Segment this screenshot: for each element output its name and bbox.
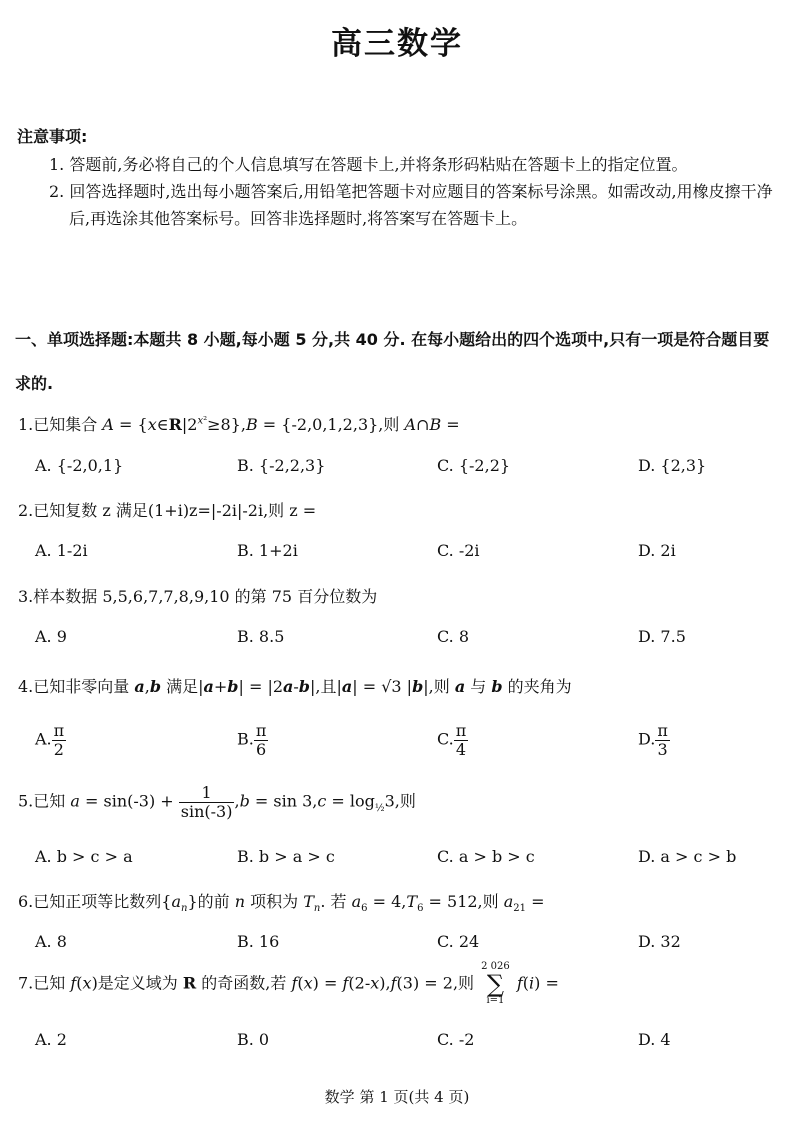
- q5-option-c: C. a > b > c: [437, 847, 535, 866]
- q6-option-a: A. 8: [35, 932, 67, 951]
- question-2-number: 2.: [18, 501, 34, 520]
- q4-option-c-letter: C.: [437, 729, 454, 749]
- question-7-number: 7.: [18, 973, 34, 993]
- q5-option-a: A. b > c > a: [35, 847, 133, 866]
- question-1-number: 1.: [18, 415, 34, 434]
- q6-option-d: D. 32: [638, 932, 681, 951]
- q4-option-b-den: 6: [256, 739, 267, 759]
- q7-option-d: D. 4: [638, 1030, 671, 1049]
- q3-option-a: A. 9: [35, 627, 67, 646]
- sum-lower-limit: i=1: [486, 995, 505, 1006]
- q5-option-b: B. b > a > c: [237, 847, 335, 866]
- question-3-number: 3.: [18, 587, 34, 606]
- page-footer: 数学 第 1 页(共 4 页): [324, 1088, 470, 1106]
- question-6: 6.已知正项等比数列$\{a_n\}$的前 n 项积为 $T_n$. 若 $a_6 = 4,T_6 = 512$,则 $a_{21}$ =: [18, 892, 545, 915]
- q4-option-a-den: 2: [53, 739, 64, 759]
- question-4: 4.已知非零向量 a,b 满足|a+b| = |2a-b|,且|a| = √3 |b|,则 a 与 b 的夹角为: [18, 677, 572, 696]
- q4-option-a-num: π: [53, 721, 65, 740]
- q4-option-d-den: 3: [657, 739, 668, 759]
- question-3-stem: 样本数据 5,5,6,7,7,8,9,10 的第 75 百分位数为: [33, 587, 378, 606]
- q5-option-d: D. a > c > b: [638, 847, 737, 866]
- q3-option-c: C. 8: [437, 627, 470, 646]
- question-5: 5.已知 a = sin(-3) + $\frac{1}{\sin(-3)}$ $,b = \sin 3,c = \log_{\frac{1}{2}}3$,则: [18, 783, 416, 821]
- q4-option-d-num: π: [657, 721, 668, 740]
- q1-option-d: D. {2,3}: [638, 456, 707, 475]
- notes-list: [49, 151, 777, 232]
- q4-option-b-letter: B.: [237, 729, 254, 749]
- q4-option-a: [35, 722, 66, 758]
- question-5-number: 5.: [18, 791, 34, 811]
- q7-option-c: C. -2: [437, 1030, 475, 1049]
- q6-option-b: B. 16: [237, 932, 280, 951]
- q1-option-b: B. {-2,2,3}: [237, 456, 326, 475]
- q6-option-c: C. 24: [437, 932, 480, 951]
- question-2-stem: 已知复数 z 满足(1+i)z=|-2i|-2i,则 z =: [33, 501, 317, 520]
- q3-option-d: D. 7.5: [638, 627, 686, 646]
- note-item-1: 1. 答题前,务必将自己的个人信息填写在答题卡上,并将条形码粘贴在答题卡上的指定位置。: [49, 155, 688, 174]
- question-3: [18, 584, 377, 607]
- q4-option-b-num: π: [255, 721, 267, 740]
- page-title: 高三数学: [331, 26, 463, 62]
- notes-heading: 注意事项:: [17, 127, 88, 146]
- q2-option-a: A. 1-2i: [35, 541, 88, 560]
- q1-option-c: C. {-2,2}: [437, 456, 511, 475]
- q4-option-c: [437, 722, 468, 758]
- section-1-title: 一、单项选择题:本题共 8 小题,每小题 5 分,共 40 分. 在每小题给出的四个选项中,只有一项是符合题目要求的.: [15, 330, 770, 393]
- question-6-number: 6.: [18, 892, 34, 911]
- q4-option-d: [638, 722, 670, 758]
- question-7: 7.已知 f(x)是定义域为 R 的奇函数,若 f(x) = f(2-x),f(3) = 2,则 2 026 ∑ i=1 f(i) =: [18, 961, 559, 1006]
- question-2: [18, 498, 316, 521]
- q2-option-d: D. 2i: [638, 541, 676, 560]
- question-4-number: 4.: [18, 677, 34, 696]
- note-item-2: 2. 回答选择题时,选出每小题答案后,用铅笔把答题卡对应题目的答案标号涂黑。如需改动,用橡皮擦干净后,再选涂其他答案标号。回答非选择题时,将答案写在答题卡上。: [49, 182, 773, 228]
- q4-option-c-num: π: [455, 721, 467, 740]
- q4-option-c-den: 4: [455, 739, 467, 759]
- q1-option-a: A. {-2,0,1}: [35, 456, 124, 475]
- q4-option-a-letter: A.: [35, 729, 52, 749]
- q4-option-b: [237, 722, 268, 758]
- q7-option-b: B. 0: [237, 1030, 270, 1049]
- q2-option-b: B. 1+2i: [237, 541, 298, 560]
- sum-upper-limit: 2 026: [481, 961, 510, 972]
- summation-symbol: 2 026 ∑ i=1: [481, 961, 510, 1006]
- q3-option-b: B. 8.5: [237, 627, 285, 646]
- question-1: 1.已知集合 $A = \{x\in R|2^{x^2}\ge 8\},B = \{-2,0,1,2,3\}$,则 A∩B =: [18, 415, 460, 434]
- q4-option-d-letter: D.: [638, 729, 656, 749]
- q2-option-c: C. -2i: [437, 541, 480, 560]
- q7-option-a: A. 2: [35, 1030, 67, 1049]
